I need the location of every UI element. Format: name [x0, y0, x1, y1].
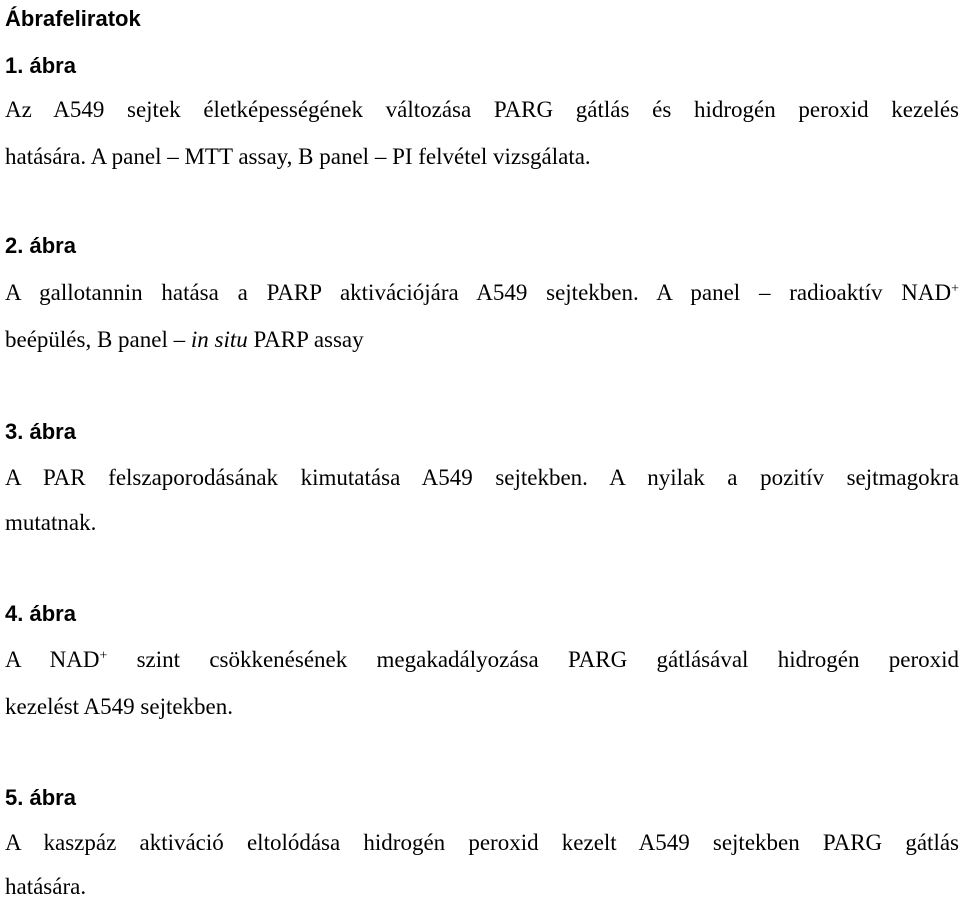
figure-1-caption-line-2: hatására. A panel – MTT assay, B panel – PI felvétel vizsgálata.: [5, 144, 591, 169]
figure-1-caption-line-1: Az A549 sejtek életképességének változása PARG gátlás és hidrogén peroxid kezelés: [5, 97, 959, 122]
figure-3-caption-line-1: A PAR felszaporodásának kimutatása A549 sejtekben. A nyilak a pozitív sejtmagokra: [5, 465, 959, 490]
page-title: Ábrafeliratok: [5, 6, 141, 31]
superscript-plus: +: [99, 648, 108, 664]
superscript-plus: +: [951, 281, 959, 297]
figure-3-caption-line-2: mutatnak.: [5, 510, 97, 535]
figure-2-caption-text: A gallotannin hatása a PARP aktivációjára A549 sejtekben. A panel – radioaktív NAD: [5, 280, 952, 305]
figure-2-caption-line-2: [5, 326, 364, 354]
figure-5-label: 5. ábra: [5, 785, 76, 810]
figure-2-label: 2. ábra: [5, 233, 76, 258]
figure-2-caption-text: beépülés, B panel –: [5, 327, 191, 352]
figure-2-caption-text: PARP assay: [247, 327, 364, 352]
figure-4-caption-text: szint csökkenésének megakadályozása PARG gátlásával hidrogén peroxid: [107, 647, 959, 672]
figure-3-label: 3. ábra: [5, 419, 76, 444]
figure-1-label: 1. ábra: [5, 53, 76, 78]
italic-term: in situ: [190, 327, 248, 352]
figure-5-caption-line-2: hatására.: [5, 874, 87, 899]
figure-4-label: 4. ábra: [5, 601, 76, 626]
figure-4-caption-line-1: [5, 646, 959, 674]
figure-2-caption-line-1: [5, 279, 959, 307]
figure-5-caption-line-1: A kaszpáz aktiváció eltolódása hidrogén peroxid kezelt A549 sejtekben PARG gátlás: [5, 830, 959, 855]
figure-4-caption-line-2: kezelést A549 sejtekben.: [5, 694, 234, 719]
figure-4-caption-text: A NAD: [5, 647, 100, 672]
